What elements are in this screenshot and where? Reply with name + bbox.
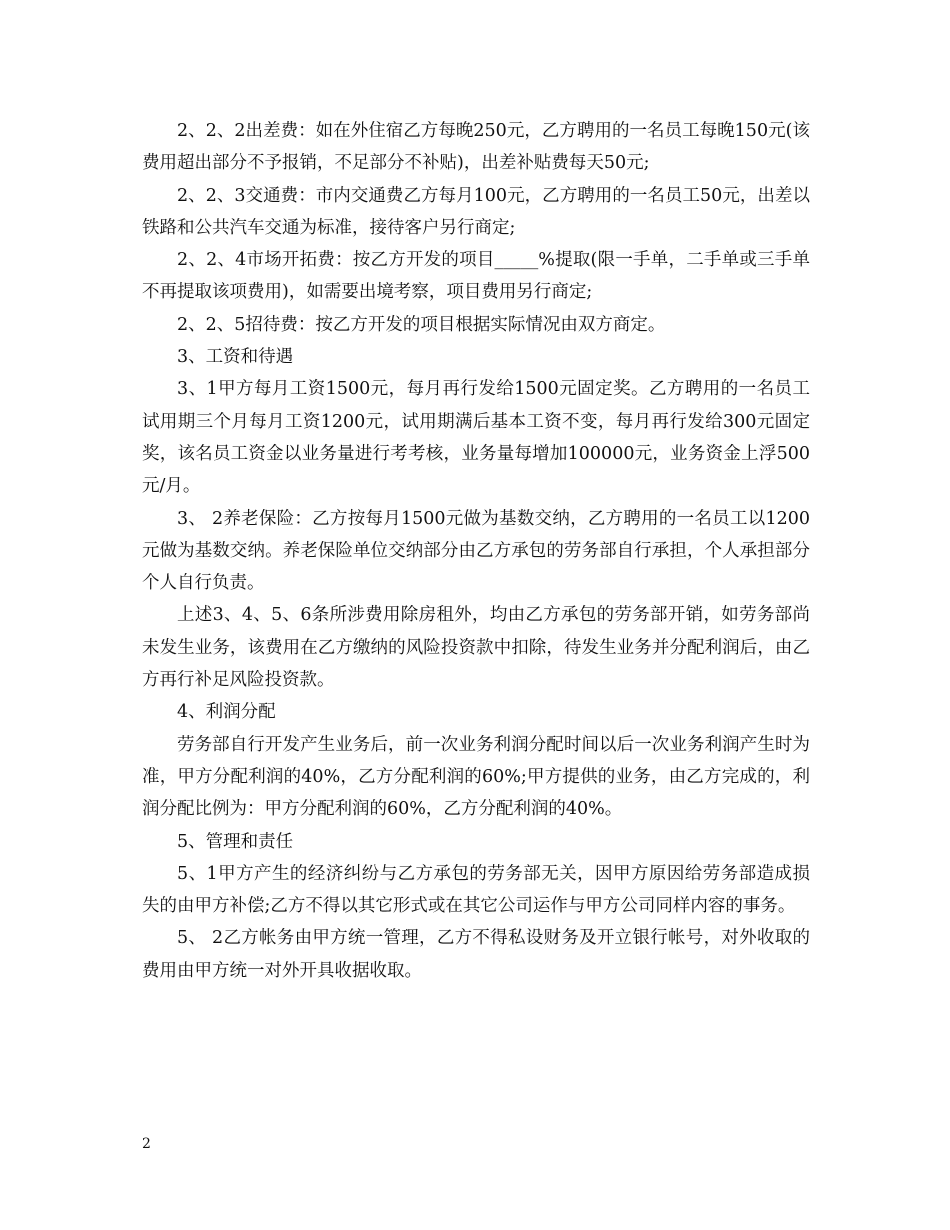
paragraph-salary: 3、1甲方每月工资1500元，每月再行发给1500元固定奖。乙方聘用的一名员工试用期三个月每月工资1200元，试用期满后基本工资不变，每月再行发给300元固定奖，该名员工资金以业务量进行考考核，业务量每增加100000元，业务资金上浮500元/月。 [142,379,810,497]
section-heading-salary: 3、工资和待遇 [177,347,294,368]
paragraph-profit-distribution: 劳务部自行开发产生业务后，前一次业务利润分配时间以后一次业务利润产生时为准，甲方分配利润的40%，乙方分配利润的60%;甲方提供的业务，由乙方完成的，利润分配比例为：甲方分配利润的60%，乙方分配利润的40%。 [142,734,810,820]
paragraph-accounts: 5、 2乙方帐务由甲方统一管理，乙方不得私设财务及开立银行帐号，对外收取的费用由甲方统一对外开具收据收取。 [142,928,810,981]
document-body [142,115,810,987]
paragraph-entertainment-expense: 2、2、5招待费：按乙方开发的项目根据实际情况由双方商定。 [177,314,666,335]
paragraph-market-expense: 2、2、4市场开拓费：按乙方开发的项目_____%提取(限一手单，二手单或三手单不再提取该项费用)，如需要出境考察，项目费用另行商定; [142,250,810,303]
paragraph-expense-coverage: 上述3、4、5、6条所涉费用除房租外，均由乙方承包的劳务部开销，如劳务部尚未发生业务，该费用在乙方缴纳的风险投资款中扣除，待发生业务并分配利润后，由乙方再行补足风险投资款。 [142,605,810,691]
paragraph-travel-expense: 2、2、2出差费：如在外住宿乙方每晚250元，乙方聘用的一名员工每晚150元(该费用超出部分不予报销，不足部分不补贴)，出差补贴费每天50元; [142,121,810,174]
paragraph-liability: 5、1甲方产生的经济纠纷与乙方承包的劳务部无关，因甲方原因给劳务部造成损失的由甲方补偿;乙方不得以其它形式或在其它公司运作与甲方公司同样内容的事务。 [142,863,810,917]
section-heading-profit: 4、利润分配 [177,702,276,723]
paragraph-pension: 3、 2养老保险：乙方按每月1500元做为基数交纳，乙方聘用的一名员工以1200元做为基数交纳。养老保险单位交纳部分由乙方承包的劳务部自行承担，个人承担部分个人自行负责。 [142,508,810,594]
page-number: 2 [142,1136,151,1152]
paragraph-transport-expense: 2、2、3交通费：市内交通费乙方每月100元，乙方聘用的一名员工50元，出差以铁路和公共汽车交通为标准，接待客户另行商定; [142,185,810,238]
section-heading-management: 5、管理和责任 [177,831,294,852]
